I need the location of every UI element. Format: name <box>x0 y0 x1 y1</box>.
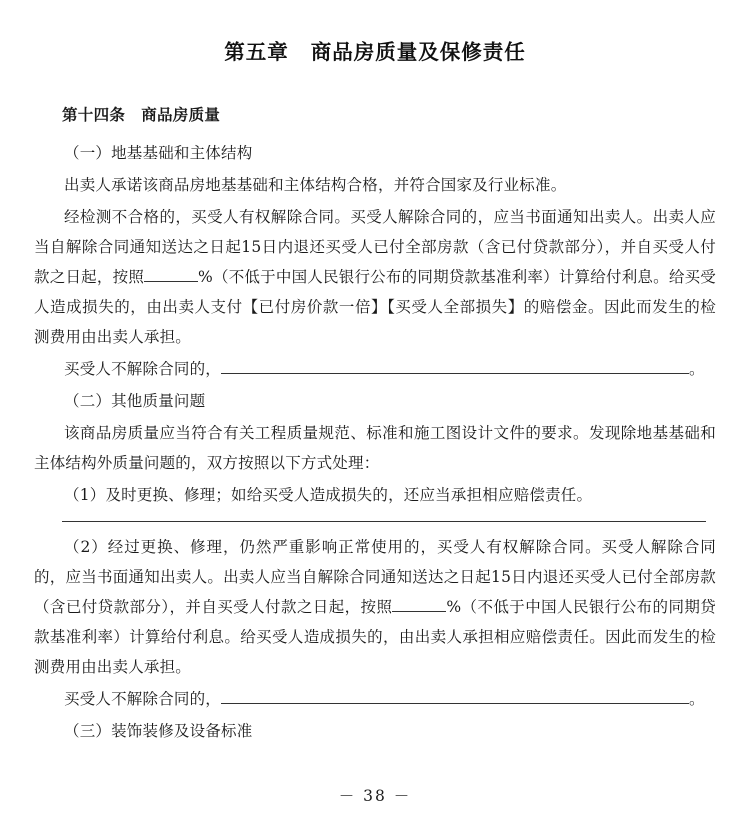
section-3-label: （三）装饰装修及设备标准 <box>64 722 253 740</box>
fill-in-rule[interactable] <box>62 521 706 522</box>
section-1-paragraph-3 <box>34 354 716 384</box>
section-1-paragraph-3-part-a: 买受人不解除合同的， <box>64 360 222 378</box>
chapter-title-left: 第五章 <box>224 40 289 64</box>
page-number: － 38 － <box>338 787 412 805</box>
section-1-paragraph-2 <box>34 202 716 352</box>
no-termination-blank-1[interactable] <box>221 357 689 374</box>
article-heading <box>62 103 716 125</box>
no-termination-blank-2[interactable] <box>221 687 689 704</box>
section-2-item-2-part-a: （2）经过更换、修理，仍然严重影响正常使用的，买受人有权解除合同。买受人解除合同的，应当书面通知出卖人。出卖人应当自解除合同通知送达之日起15日内退还买受人已付全部房款（含已付贷款部分），并自买受人付款之日起，按照 <box>34 538 716 616</box>
section-1-paragraph-3-part-b: 。 <box>689 360 705 378</box>
section-2-paragraph-3-part-b: 。 <box>689 690 705 708</box>
section-2-item-2-part-b: %（不低于中国人民银行公布的同期贷款基准利率）计算给付利息。给买受人造成损失的，由出卖人承担相应赔偿责任。因此而发生的检测费用由出卖人承担。 <box>34 598 716 676</box>
section-2-label: （二）其他质量问题 <box>64 392 206 410</box>
section-2-item-1: （1）及时更换、修理；如给买受人造成损失的，还应当承担相应赔偿责任。 <box>64 486 593 504</box>
article-number: 第十四条 <box>62 105 126 124</box>
section-2-paragraph-3 <box>34 684 716 714</box>
interest-rate-blank[interactable] <box>144 266 198 282</box>
section-1-paragraph-2-part-a: 经检测不合格的，买受人有权解除合同。买受人解除合同的，应当书面通知出卖人。出卖人应当自解除合同通知送达之日起15日内退还买受人已付全部房款（含已付贷款部分），并自买受人付款之日起，按照 <box>34 208 716 286</box>
section-2-item-2 <box>34 532 716 682</box>
chapter-title-right: 商品房质量及保修责任 <box>310 40 526 64</box>
chapter-title <box>34 35 716 65</box>
section-1-label: （一）地基基础和主体结构 <box>64 144 253 162</box>
article-title: 商品房质量 <box>141 105 221 124</box>
section-1-paragraph-2-part-b: %（不低于中国人民银行公布的同期贷款基准利率）计算给付利息。给买受人造成损失的，由出卖人支付【已付房价款一倍】【买受人全部损失】的赔偿金。因此而发生的检测费用由出卖人承担。 <box>34 268 716 346</box>
section-2-paragraph-3-part-a: 买受人不解除合同的， <box>64 690 222 708</box>
interest-rate-blank-2[interactable] <box>392 596 446 612</box>
section-1-paragraph-1: 出卖人承诺该商品房地基基础和主体结构合格，并符合国家及行业标准。 <box>64 176 567 194</box>
section-2-paragraph-1: 该商品房质量应当符合有关工程质量规范、标准和施工图设计文件的要求。发现除地基基础和主体结构外质量问题的，双方按照以下方式处理： <box>34 424 716 472</box>
